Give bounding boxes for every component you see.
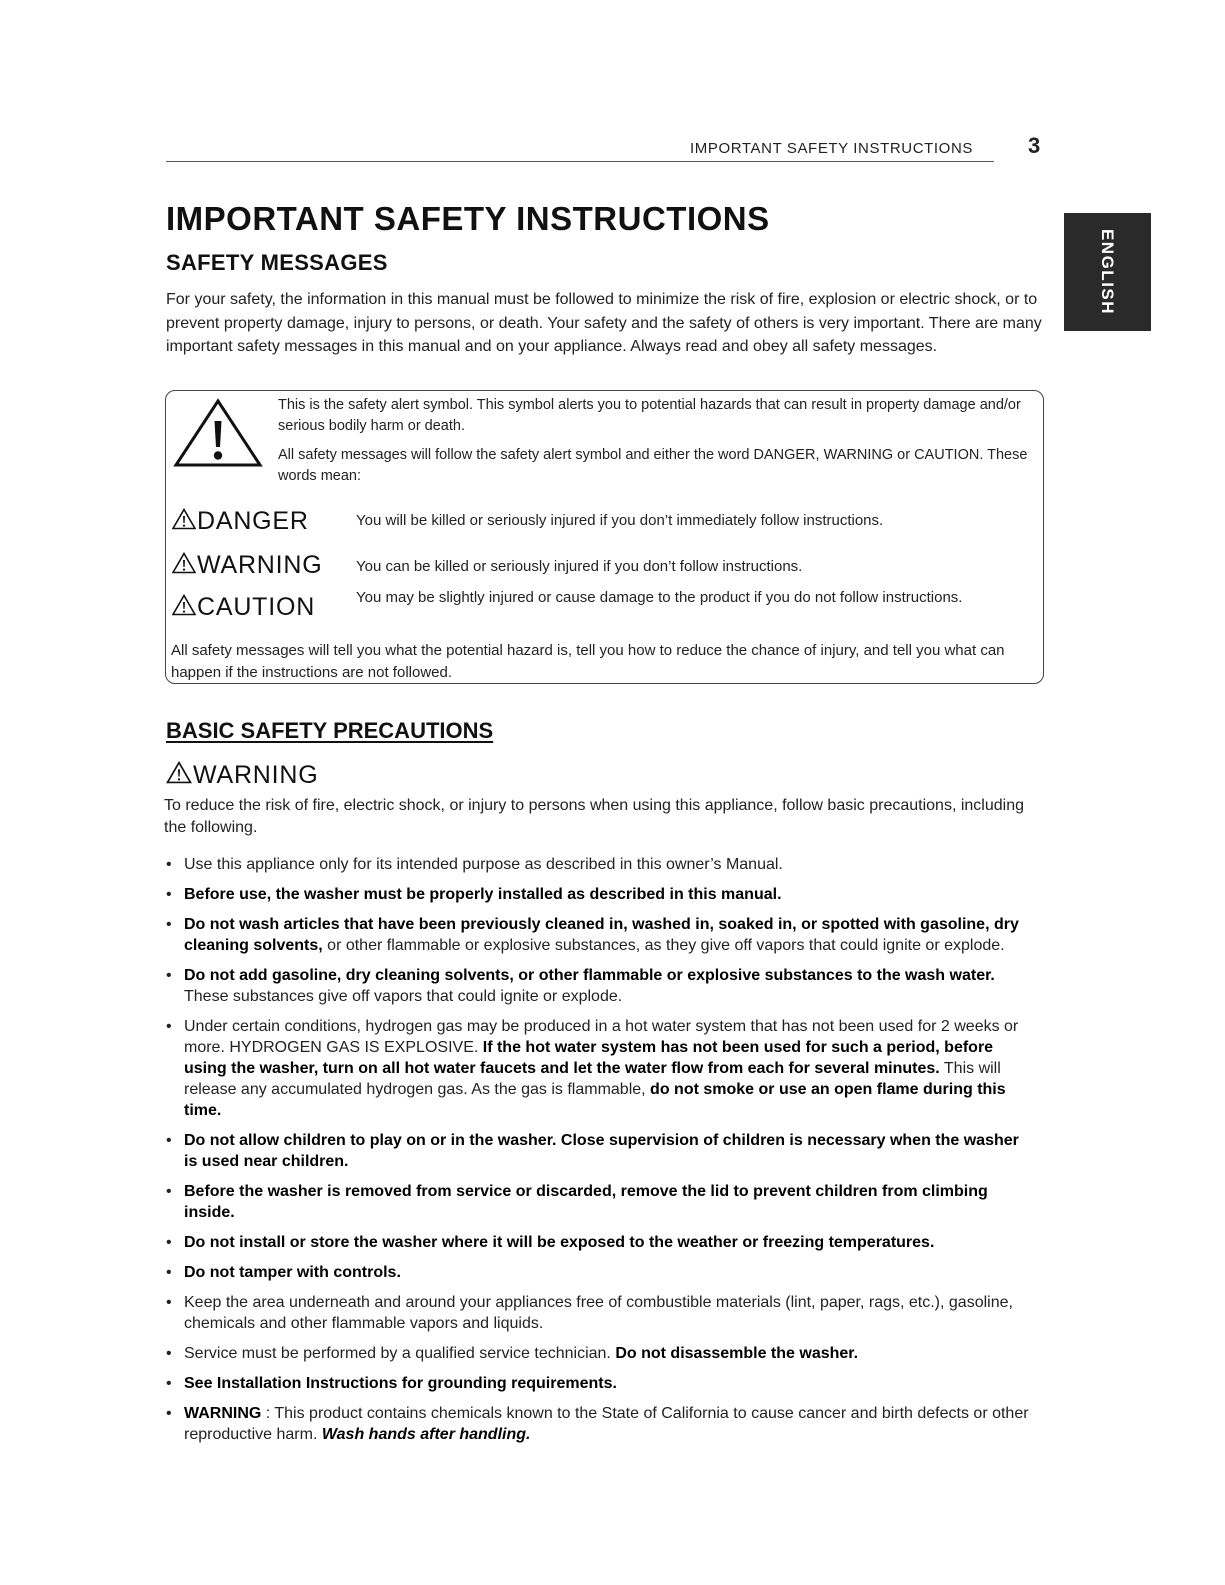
safety-symbol-text: This is the safety alert symbol. This symbol alerts you to potential hazards that can result in property damage and/or serious bodily harm or death. xyxy=(278,397,1021,434)
page-title: IMPORTANT SAFETY INSTRUCTIONS xyxy=(166,200,770,237)
caution-label xyxy=(172,593,315,622)
precaution-text: Under certain conditions, hydrogen gas may be produced in a hot water system that has not been used for 2 weeks or more. HYDROGEN GAS IS EXPLOSIVE. xyxy=(184,1018,1019,1056)
precaution-text: Keep the area underneath and around your appliances free of combustible materials (lint, paper, rags, etc.), gasoline, chemicals and other flammable vapors and liquids. xyxy=(184,1294,1013,1332)
precaution-bold-text: See Installation Instructions for grounding requirements. xyxy=(184,1375,617,1392)
precaution-item xyxy=(166,965,1031,1007)
precaution-bold-text: Do not wash articles that have been previously cleaned in, washed in, soaked in, or spotted with gasoline, dry cleaning solvents, xyxy=(184,916,1019,954)
page-number: 3 xyxy=(1028,133,1041,158)
precaution-bold-text: Before the washer is removed from service or discarded, remove the lid to prevent children from climbing inside. xyxy=(184,1183,988,1221)
danger-word: DANGER xyxy=(197,507,309,535)
language-tab-label: ENGLISH xyxy=(1098,228,1118,316)
basic-precautions-heading: BASIC SAFETY PRECAUTIONS xyxy=(166,718,494,743)
precaution-item xyxy=(166,1232,1031,1253)
precaution-item xyxy=(166,884,1031,905)
running-header-title: IMPORTANT SAFETY INSTRUCTIONS xyxy=(690,140,973,157)
warning-label xyxy=(172,551,323,580)
precaution-bold-text: do not smoke or use an open flame during this time. xyxy=(184,1081,1006,1119)
language-tab xyxy=(1064,213,1151,331)
precaution-item xyxy=(166,854,1031,875)
precaution-bold-text: WARNING xyxy=(184,1405,262,1422)
warning-triangle-icon xyxy=(172,552,196,574)
precautions-warning-label xyxy=(166,761,319,790)
danger-label xyxy=(172,507,309,536)
precaution-text: These substances give off vapors that could ignite or explode. xyxy=(184,988,623,1005)
precaution-text: or other flammable or explosive substances, as they give off vapors that could ignite or explode. xyxy=(322,937,1005,954)
warning-meaning: You can be killed or seriously injured if you don’t follow instructions. xyxy=(356,558,803,575)
precaution-item xyxy=(166,1262,1031,1283)
precaution-item xyxy=(166,914,1031,956)
warning-triangle-icon xyxy=(172,594,196,616)
warning-triangle-icon xyxy=(172,508,196,530)
caution-meaning: You may be slightly injured or cause damage to the product if you do not follow instructions. xyxy=(356,589,963,606)
precaution-item xyxy=(166,1343,1031,1364)
precaution-bold-text: Do not allow children to play on or in the washer. Close supervision of children is necessary when the washer is used near children. xyxy=(184,1132,1019,1170)
precaution-item xyxy=(166,1181,1031,1223)
safety-messages-heading: SAFETY MESSAGES xyxy=(166,250,388,275)
precautions-warning-word: WARNING xyxy=(193,761,319,789)
precaution-bold-text: Do not add gasoline, dry cleaning solvents, or other flammable or explosive substances to the wash water. xyxy=(184,967,995,984)
precaution-item xyxy=(166,1016,1031,1121)
warning-triangle-icon xyxy=(166,761,192,784)
precaution-text: : This product contains chemicals known to the State of California to cause cancer and birth defects or other reproductive harm. xyxy=(184,1405,1029,1443)
precautions-list xyxy=(166,854,1031,1454)
danger-meaning: You will be killed or seriously injured if you don’t immediately follow instructions. xyxy=(356,512,884,529)
caution-word: CAUTION xyxy=(197,593,316,621)
precaution-bold-italic-text: Wash hands after handling. xyxy=(321,1426,531,1443)
safety-alert-icon xyxy=(172,397,264,469)
warning-word: WARNING xyxy=(197,551,323,579)
precaution-item xyxy=(166,1373,1031,1394)
precaution-bold-text: Do not disassemble the washer. xyxy=(615,1345,859,1362)
precaution-item xyxy=(166,1292,1031,1334)
precaution-item xyxy=(166,1130,1031,1172)
precaution-bold-text: If the hot water system has not been used for such a period, before using the washer, turn on all hot water faucets and let the water flow from each for several minutes. xyxy=(184,1039,994,1077)
header-divider xyxy=(166,161,994,162)
precaution-bold-text: Before use, the washer must be properly installed as described in this manual. xyxy=(184,886,782,903)
precaution-bold-text: Do not install or store the washer where it will be exposed to the weather or freezing temperatures. xyxy=(184,1234,935,1251)
precaution-text: Service must be performed by a qualified service technician. xyxy=(184,1345,616,1362)
precaution-text: Use this appliance only for its intended purpose as described in this owner’s Manual. xyxy=(184,856,783,873)
precautions-intro: To reduce the risk of fire, electric shock, or injury to persons when using this appliance, follow basic precautions, including the following. xyxy=(164,797,1024,836)
safety-messages-intro: For your safety, the information in this manual must be followed to minimize the risk of fire, explosion or electric shock, or to prevent property damage, injury to persons, or death. Your safety and the safety of others is very important. There are many important safety messages in this manual and on your appliance. Always read and obey all safety messages. xyxy=(166,291,1042,355)
safety-messages-footer: All safety messages will tell you what the potential hazard is, tell you how to reduce the chance of injury, and tell you what can happen if the instructions are not followed. xyxy=(171,642,1005,681)
precaution-bold-text: Do not tamper with controls. xyxy=(184,1264,401,1281)
precaution-text: This will release any accumulated hydrogen gas. As the gas is flammable, xyxy=(184,1060,1001,1098)
precaution-item xyxy=(166,1403,1031,1445)
signal-words-text: All safety messages will follow the safety alert symbol and either the word DANGER, WARNING or CAUTION. These words mean: xyxy=(278,447,1028,484)
